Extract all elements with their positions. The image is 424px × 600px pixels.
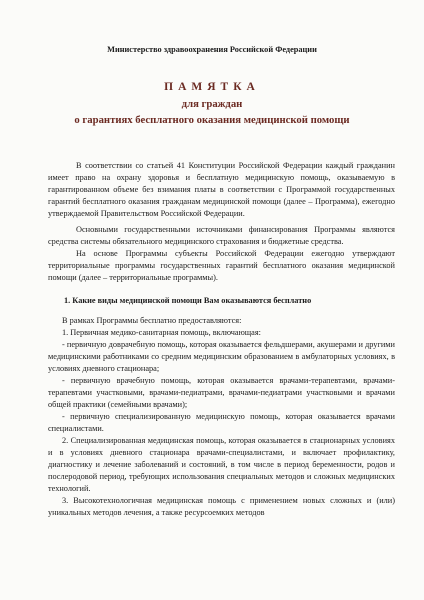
paragraph-constitution: В соответствии со статьей 41 Конституции Российской Федерации каждый гражданин имеет право на охрану здоровья и бесплатную медицинскую помощь, оказываемую в гарантированном объеме без взимания платы в соответствии с Программой государственных гарантий бесплатного оказания гражданам медицинской помощи (далее – Программа), ежегодно утверждаемой Правительством Российской Федерации. [48, 161, 395, 218]
list-item: - первичную доврачебную помощь, которая оказывается фельдшерами, акушерами и другими медицинскими работниками со средним медицинским образованием в амбулаторных условиях, в условиях дневного стационара; [48, 340, 395, 373]
title-line-3: о гарантиях бесплатного оказания медицинской помощи [74, 114, 350, 126]
list-item: 3. Высокотехнологичная медицинская помощь с применением новых сложных и (или) уникальных методов лечения, а также ресурсоемких методов [48, 496, 395, 517]
list-item: 2. Специализированная медицинская помощь, которая оказывается в стационарных условиях и в условиях дневного стационара врачами-специалистами, и включает профилактику, диагностику и лечение заболеваний и состояний, в том числе в период беременности, родов и послеродовой период, требующих использования специальных методов и сложных медицинских технологий. [48, 436, 395, 493]
title-main: ПАМЯТКА [164, 81, 260, 93]
paragraph-funding: Основными государственными источниками финансирования Программы являются средства системы обязательного медицинского страхования и бюджетные средства. [48, 225, 395, 246]
document-body [48, 160, 395, 519]
list-item: - первичную специализированную медицинскую помощь, которая оказывается врачами специалистами. [48, 412, 395, 433]
ministry-header: Министерство здравоохранения Российской Федерации [107, 45, 317, 54]
section-list [48, 315, 395, 519]
section-heading: 1. Какие виды медицинской помощи Вам оказываются бесплатно [64, 296, 312, 305]
memo-title [0, 78, 424, 128]
list-item: В рамках Программы бесплатно предоставляются: [62, 316, 242, 325]
title-line-2: для граждан [181, 98, 243, 110]
list-item: - первичную врачебную помощь, которая оказывается врачами-терапевтами, врачами-терапевтами участковыми, врачами-педиатрами, врачами-педиатрами участковыми и врачами общей практики (семейными врачами); [48, 376, 395, 409]
paragraph-territorial: На основе Программы субъекты Российской Федерации ежегодно утверждают территориальные программы государственных гарантий бесплатного оказания медицинской помощи (далее – территориальные программы). [48, 249, 395, 282]
list-item: 1. Первичная медико-санитарная помощь, включающая: [62, 328, 261, 337]
